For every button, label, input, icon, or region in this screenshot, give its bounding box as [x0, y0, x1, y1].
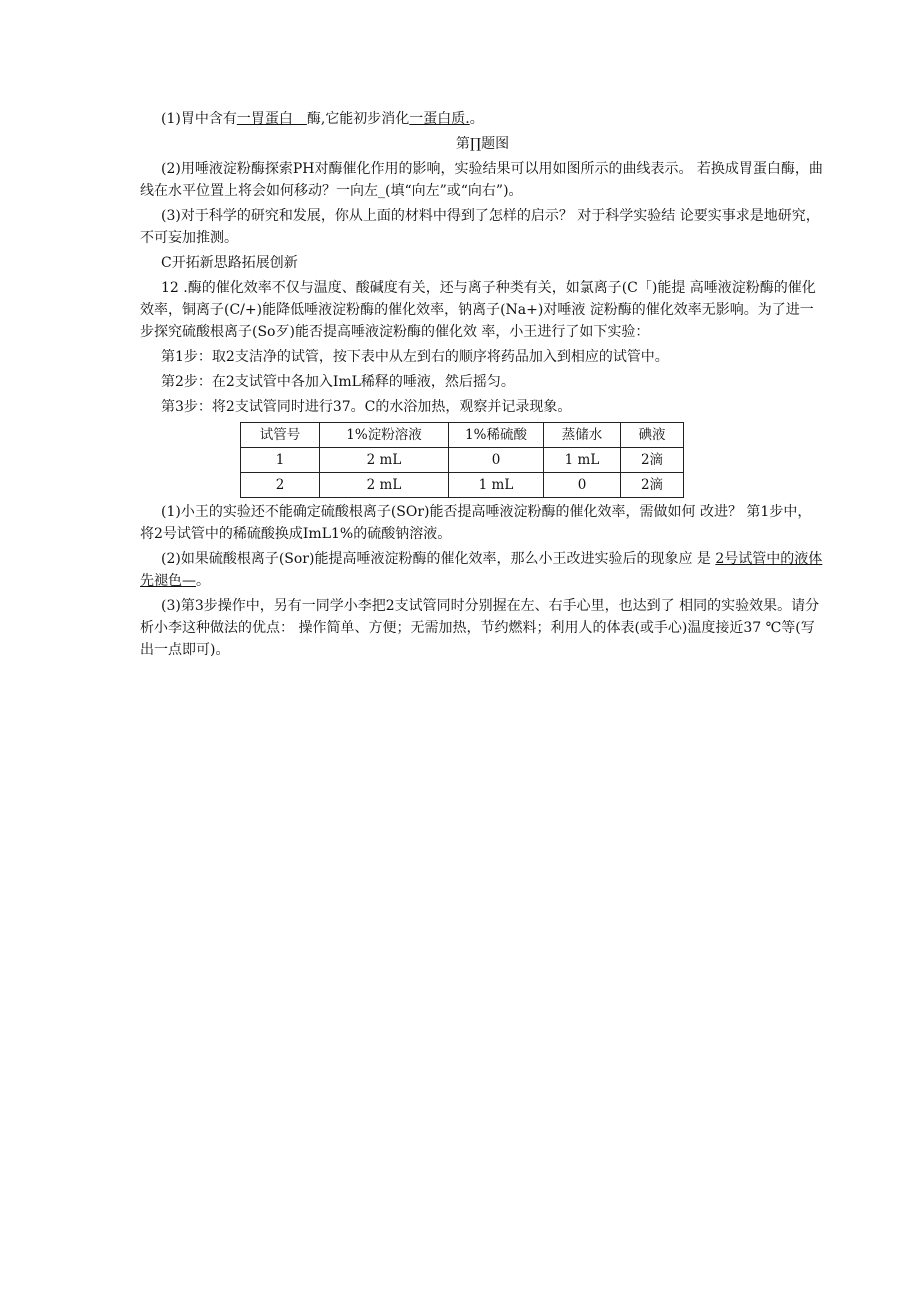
section-title: C开拓新思路拓展创新 [161, 255, 298, 271]
table-cell: 2滴 [621, 473, 684, 498]
table-cell: 0 [449, 448, 544, 473]
table-cell: 0 [544, 473, 621, 498]
experiment-table [240, 422, 684, 498]
q1-after: 。 [469, 111, 484, 127]
sub2-answer: 2号试管中的液体先褪色— [140, 551, 823, 589]
sub-question-1: (1)小王的实验还不能确定硫酸根离子(SOr)能否提高唾液淀粉酶的催化效率，需做如何 改进？ 第1步中，将2号试管中的稀硫酸换成ImL1%的硫酸钠溶液。 [140, 504, 812, 542]
table-cell: 1 mL [449, 473, 544, 498]
table-header-cell: 试管号 [241, 423, 320, 448]
sub-question-2 [140, 548, 825, 592]
sub-question-3: (3)第3步操作中，另有一同学小李把2支试管同时分别握在左、右手心里，也达到了 相同的实验效果。请分析小李这种做法的优点： 操作简单、方便；无需加热，节约燃料；利用人的体表(或手心)温度接近37 ℃等(写出一点即可)。 [140, 598, 820, 658]
step-2: 第2步：在2支试管中各加入ImL稀释的唾液，然后摇匀。 [161, 374, 515, 390]
q2-answer: 一向左_ [336, 183, 385, 199]
q1-middle: 酶,它能初步消化 [306, 111, 410, 127]
q1-answer-2: 一蛋白质. [409, 111, 470, 127]
q1-answer-1: 一胃蛋白＿ [236, 111, 307, 127]
q2-text: (2)用唾液淀粉酶探索PH对酶催化作用的影响，实验结果可以用如图所示的曲线表示。 若换成胃蛋白酶，曲线在水平位置上将会如何移动？ [140, 161, 823, 199]
q2-hint: (填“向左”或“向右”)。 [385, 183, 523, 199]
table-cell: 2滴 [621, 448, 684, 473]
step-3: 第3步：将2支试管同时进行37。C的水浴加热，观察并记录现象。 [161, 399, 572, 415]
table-row [241, 448, 684, 473]
table-header-cell: 碘液 [621, 423, 684, 448]
table-cell: 2 mL [320, 473, 449, 498]
question-2 [140, 158, 825, 202]
table-header-row [241, 423, 684, 448]
table-cell: 2 [241, 473, 320, 498]
document-body [140, 108, 825, 661]
q1-before: (1)胃中含有 [161, 111, 237, 127]
table-cell: 2 mL [320, 448, 449, 473]
table-row [241, 473, 684, 498]
step-1: 第1步：取2支洁净的试管，按下表中从左到右的顺序将药品加入到相应的试管中。 [161, 349, 669, 365]
question-12-intro: 12 .酶的催化效率不仅与温度、酸碱度有关，还与离子种类有关，如氯离子(C「)能提 高唾液淀粉酶的催化效率，铜离子(C/+)能降低唾液淀粉酶的催化效率，钠离子(Na+)对唾液 淀粉酶的催化效率无影响。为了进一步探究硫酸根离子(So歹)能否提高唾液淀粉酶的催化效 率，小王进行了如下实验： [140, 280, 816, 340]
sub2-text: (2)如果硫酸根离子(Sor)能提高唾液淀粉酶的催化效率，那么小王改进实验后的现象应 是 [161, 551, 711, 567]
table-cell: 1 [241, 448, 320, 473]
table-header-cell: 1%淀粉溶液 [320, 423, 449, 448]
figure-caption: 第∏题图 [455, 136, 510, 152]
sub2-after: 。 [196, 573, 210, 589]
table-header-cell: 1%稀硫酸 [449, 423, 544, 448]
table-header-cell: 蒸储水 [544, 423, 621, 448]
table-cell: 1 mL [544, 448, 621, 473]
question-3: (3)对于科学的研究和发展，你从上面的材料中得到了怎样的启示？ 对于科学实验结 论要实事求是地研究，不可妄加推测。 [140, 208, 820, 246]
question-1-line [140, 108, 825, 130]
